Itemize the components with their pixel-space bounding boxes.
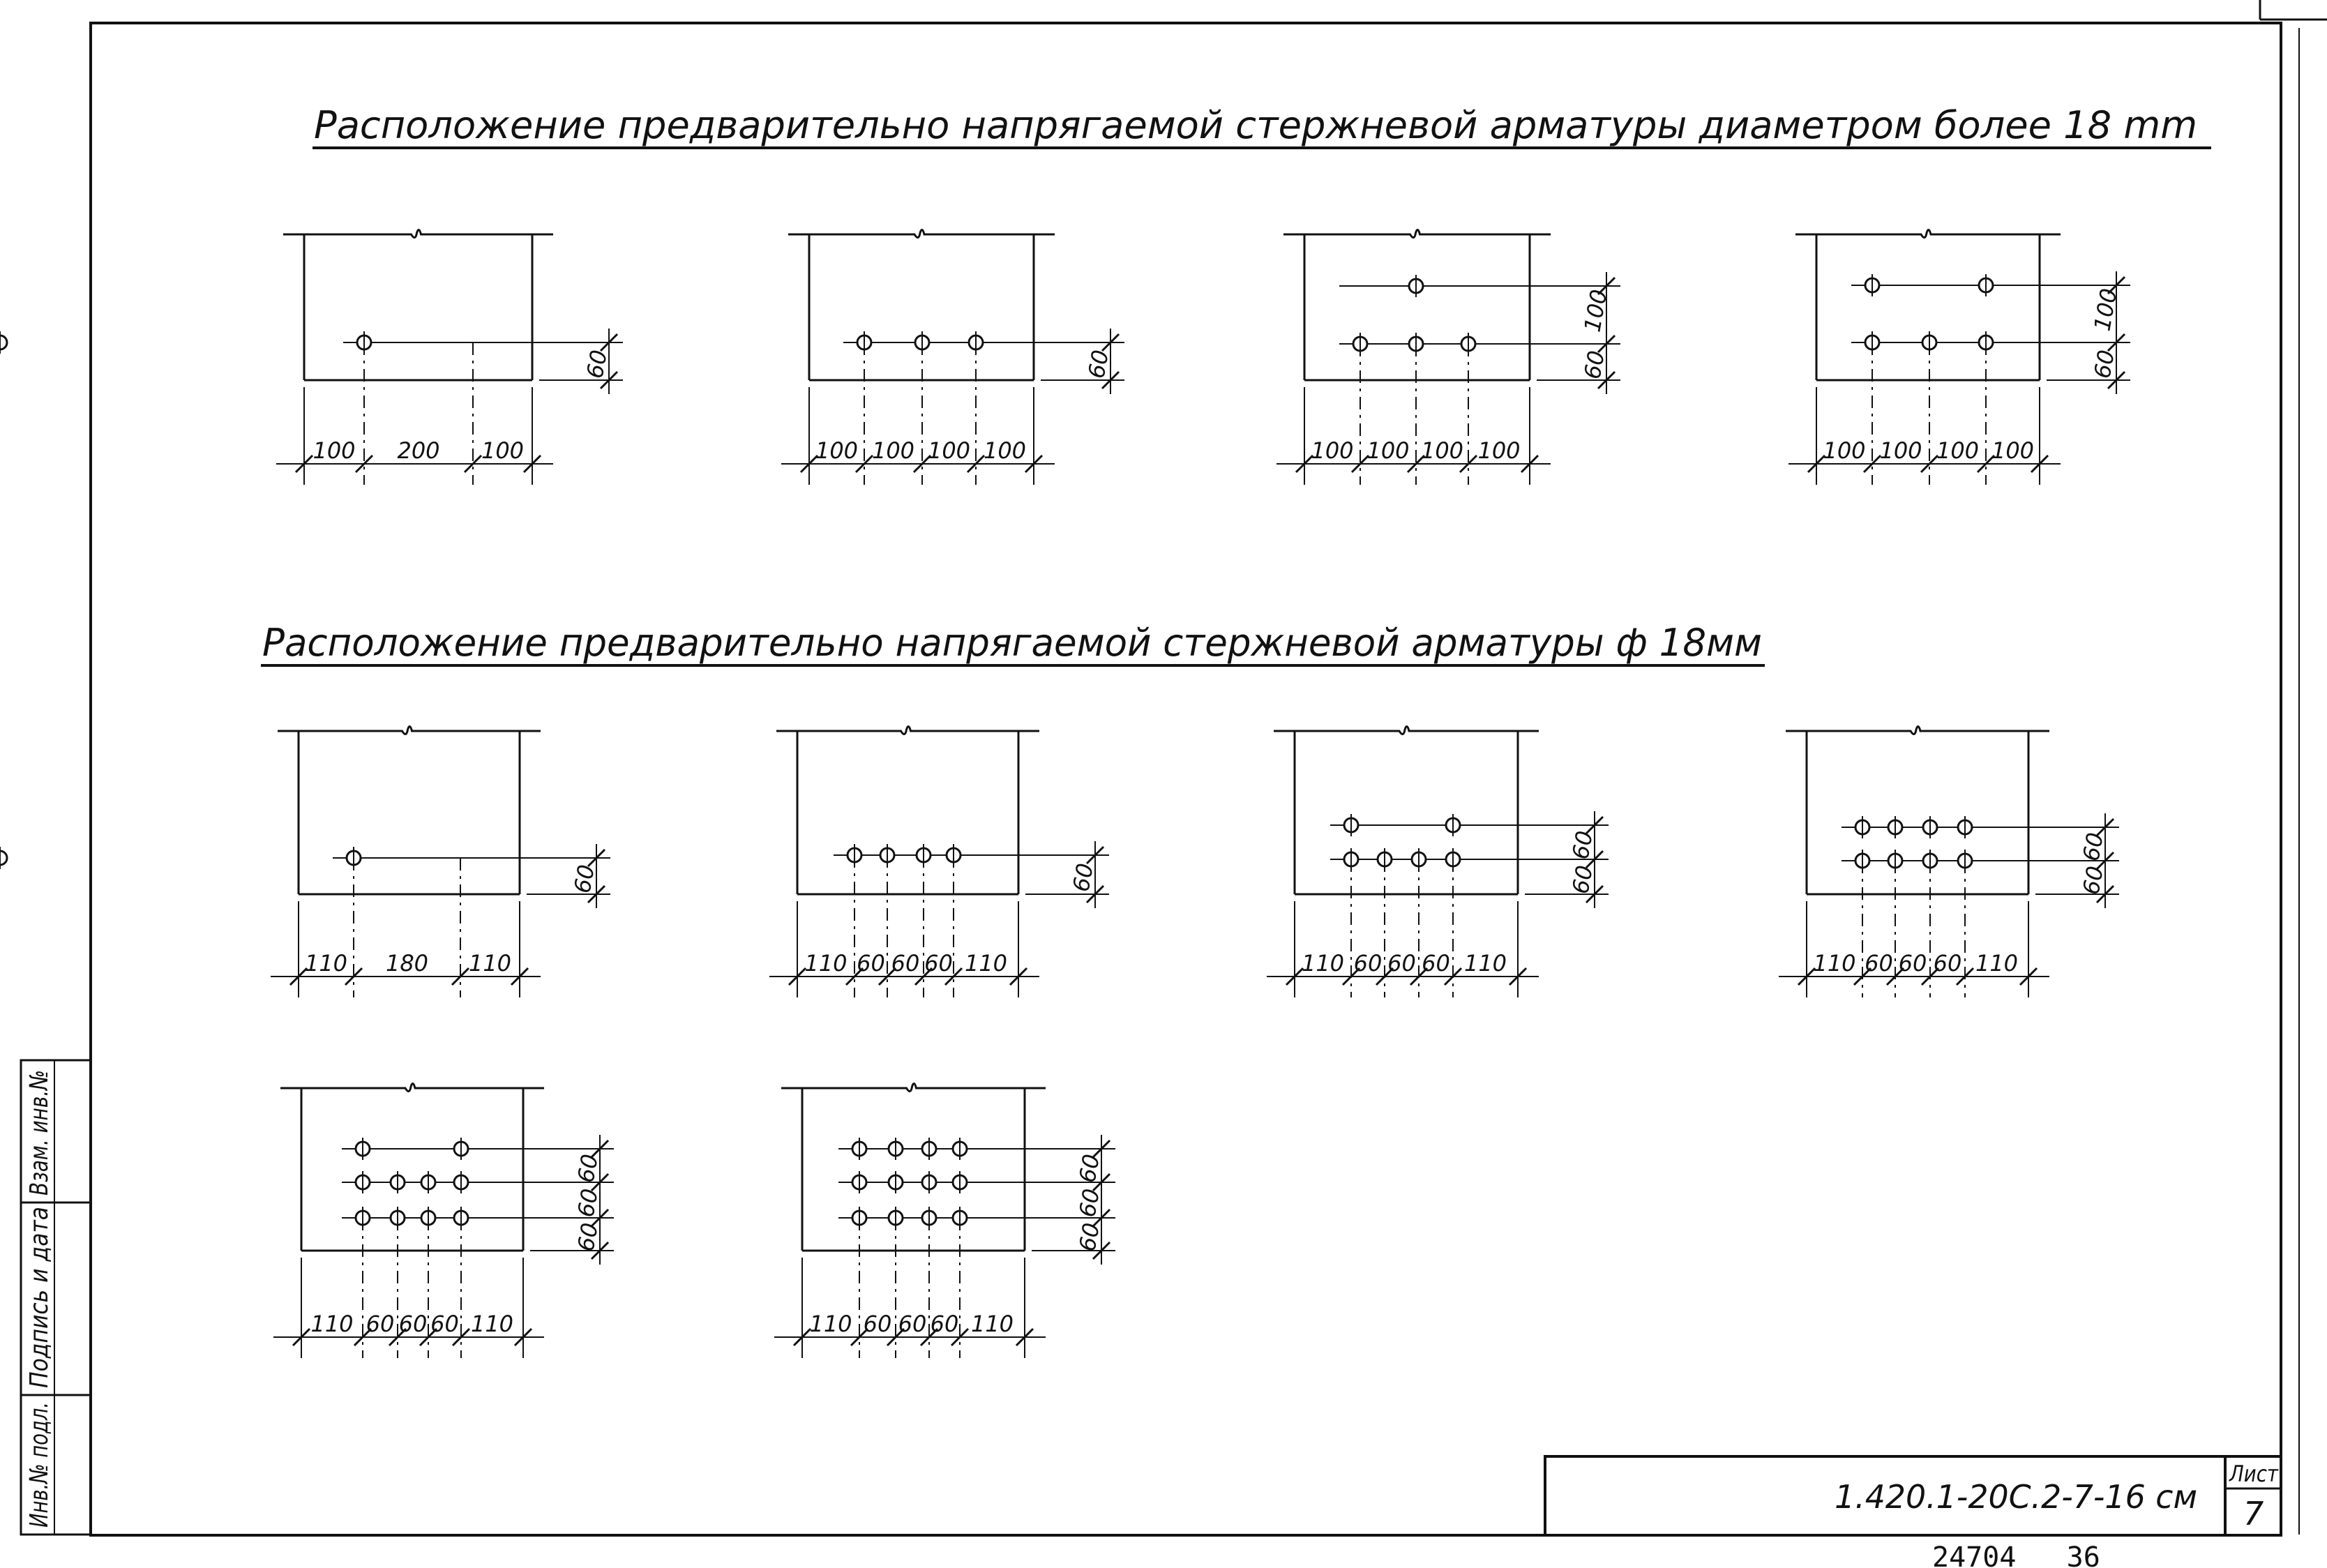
vertical-dimension-label: 60 <box>2088 347 2120 381</box>
horizontal-dimension-label: 100 <box>871 437 915 464</box>
horizontal-dimension-label: 100 <box>1366 437 1410 464</box>
side-stamp <box>21 1033 91 1535</box>
vertical-dimension-label: 60 <box>1074 1186 1105 1219</box>
vertical-dimension-label: 60 <box>1567 863 1598 896</box>
horizontal-dimension-label: 60 <box>898 1311 927 1337</box>
document-code: 1.420.1-20С.2-7-16 см <box>1835 1478 2197 1516</box>
section-top-break-line <box>1795 229 2061 237</box>
vertical-dimension-label: 60 <box>1074 1221 1105 1253</box>
horizontal-dimension-label: 100 <box>1823 437 1866 464</box>
horizontal-dimension-label: 100 <box>1936 437 1980 464</box>
vertical-dimension-label: 60 <box>581 347 612 381</box>
sheet-label: Лист <box>2229 1461 2280 1487</box>
vertical-dimension-label: 100 <box>1579 287 1613 334</box>
horizontal-dimension-label: 110 <box>304 950 348 977</box>
horizontal-dimension-label: 110 <box>1463 950 1507 977</box>
horizontal-dimension-label: 60 <box>1387 950 1416 977</box>
horizontal-dimension-label: 100 <box>927 437 971 464</box>
horizontal-dimension-label: 110 <box>1975 950 2019 977</box>
vertical-dimension-label: 100 <box>2088 286 2123 333</box>
horizontal-dimension-label: 60 <box>398 1311 428 1337</box>
horizontal-dimension-label: 100 <box>1879 437 1922 464</box>
horizontal-dimension-label: 180 <box>385 950 429 977</box>
section-3 <box>1277 229 1620 485</box>
vertical-dimension-label: 60 <box>1083 347 1114 381</box>
rebar-bar <box>0 851 7 865</box>
title-block <box>1545 1456 2281 1535</box>
horizontal-dimension-label: 60 <box>863 1311 892 1337</box>
horizontal-dimension-label: 110 <box>809 1311 852 1337</box>
horizontal-dimension-label: 100 <box>1477 437 1521 464</box>
horizontal-dimension-label: 60 <box>430 1311 459 1337</box>
horizontal-dimension-label: 100 <box>1420 437 1464 464</box>
horizontal-dimension-label: 110 <box>468 950 512 977</box>
vertical-dimension-label: 60 <box>2077 864 2109 897</box>
horizontal-dimension-label: 60 <box>924 950 953 977</box>
sheet-frame <box>91 0 2327 1535</box>
section-4 <box>1788 229 2130 485</box>
rebar-bar <box>0 336 7 349</box>
section-top-break-line <box>1274 726 1539 734</box>
horizontal-dimension-label: 110 <box>1301 950 1345 977</box>
sheet-number: 7 <box>2243 1495 2264 1532</box>
horizontal-dimension-label: 100 <box>1991 437 2035 464</box>
horizontal-dimension-label: 200 <box>397 437 440 464</box>
horizontal-dimension-label: 60 <box>891 950 920 977</box>
section-top-break-line <box>788 229 1055 237</box>
section-top-break-line <box>1786 726 2049 734</box>
section-10 <box>774 1083 1115 1358</box>
horizontal-dimension-label: 100 <box>983 437 1027 464</box>
horizontal-dimension-label: 100 <box>1311 437 1354 464</box>
horizontal-dimension-label: 60 <box>1865 950 1893 977</box>
horizontal-dimension-label: 110 <box>964 950 1008 977</box>
heading-2: Расположение предварительно напрягаемой стержневой арматуры ф 18мм <box>262 621 1762 665</box>
horizontal-dimension-label: 100 <box>481 437 525 464</box>
section-top-break-line <box>776 726 1039 734</box>
vertical-dimension-label: 60 <box>1567 829 1598 861</box>
horizontal-dimension-label: 110 <box>470 1311 514 1337</box>
heading-1: Расположение предварительно напрягаемой стержневой арматуры диаметром более 18 mm <box>314 103 2197 147</box>
horizontal-dimension-label: 60 <box>1898 950 1927 977</box>
horizontal-dimension-label: 110 <box>804 950 848 977</box>
vertical-dimension-label: 60 <box>572 1221 603 1253</box>
horizontal-dimension-label: 60 <box>1933 950 1962 977</box>
horizontal-dimension-label: 110 <box>1813 950 1856 977</box>
horizontal-dimension-label: 110 <box>970 1311 1014 1337</box>
section-7 <box>1267 726 1609 997</box>
section-top-break-line <box>781 1083 1046 1091</box>
vertical-dimension-label: 60 <box>568 862 600 896</box>
horizontal-dimension-label: 110 <box>310 1311 354 1337</box>
section-9 <box>273 1083 614 1358</box>
horizontal-dimension-label: 60 <box>930 1311 959 1337</box>
heading-1-group <box>312 103 2211 148</box>
section-6 <box>769 726 1109 997</box>
section-2 <box>781 229 1124 485</box>
bottom-stamp-number: 24704 36 <box>1932 1541 2100 1568</box>
side-stamp-signature-date: Подпись и дата <box>25 1179 54 1388</box>
side-stamp-replaced-inv: Взам. инв.№ <box>25 1033 54 1196</box>
horizontal-dimension-label: 100 <box>815 437 859 464</box>
horizontal-dimension-label: 60 <box>1422 950 1450 977</box>
vertical-dimension-label: 60 <box>1067 861 1099 894</box>
section-8 <box>1779 726 2119 997</box>
vertical-dimension-label: 60 <box>572 1186 603 1219</box>
horizontal-dimension-label: 100 <box>312 437 356 464</box>
horizontal-dimension-label: 60 <box>857 950 885 977</box>
vertical-dimension-label: 60 <box>1579 348 1610 382</box>
side-stamp-inv-number: Инв.№ подл. <box>25 1362 54 1528</box>
heading-2-group <box>261 621 1765 665</box>
horizontal-dimension-label: 60 <box>1353 950 1383 977</box>
vertical-dimension-label: 60 <box>1074 1152 1105 1185</box>
vertical-dimension-label: 60 <box>572 1152 603 1185</box>
section-1 <box>0 229 623 485</box>
section-top-break-line <box>1283 229 1551 237</box>
section-top-break-line <box>280 1083 544 1091</box>
horizontal-dimension-label: 60 <box>366 1311 395 1337</box>
section-top-break-line <box>283 229 553 237</box>
vertical-dimension-label: 60 <box>2077 830 2109 864</box>
section-top-break-line <box>278 726 541 734</box>
